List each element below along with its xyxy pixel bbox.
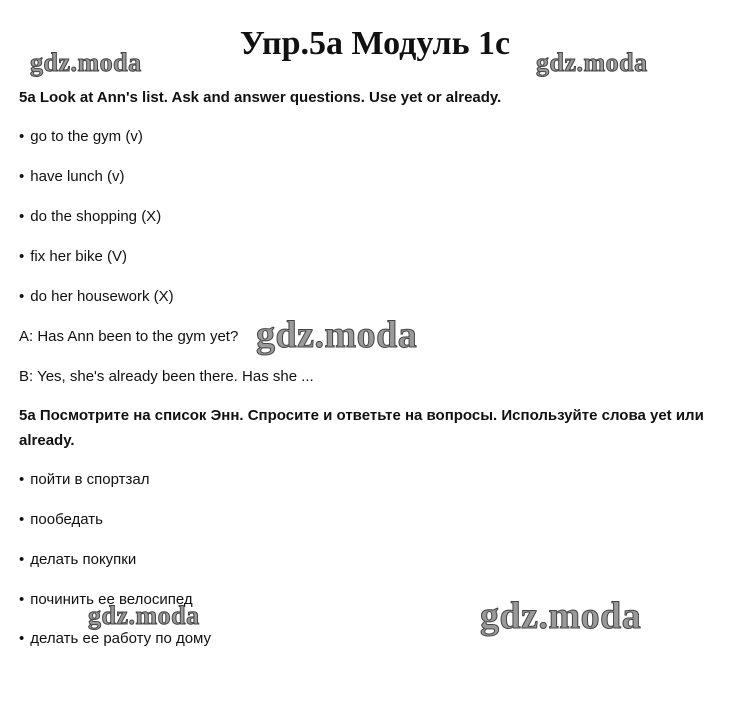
bullet-icon: • [19, 248, 25, 265]
bullet-icon: • [19, 168, 25, 185]
bullet-icon: • [19, 591, 25, 608]
page-title: Упр.5а Модуль 1с [239, 25, 511, 62]
list-item [19, 550, 136, 570]
dialogue-line-b: B: Yes, she's already been there. Has she ... [19, 368, 314, 385]
list-item-text: fix her bike (V) [30, 248, 127, 265]
list-item [19, 207, 161, 227]
list-item-text: do the shopping (X) [30, 208, 162, 225]
list-item [19, 629, 211, 649]
watermark-bottom-right: gdz.moda [480, 595, 642, 637]
list-item-text: go to the gym (v) [30, 128, 143, 145]
dialogue-line-a: A: Has Ann been to the gym yet? [19, 328, 239, 345]
list-item-text: делать ее работу по дому [30, 630, 212, 647]
bullet-icon: • [19, 630, 25, 647]
list-item [19, 247, 127, 267]
list-item-text: do her housework (X) [30, 288, 174, 305]
task-heading-english: 5a Look at Ann's list. Ask and answer questions. Use yet or already. [19, 89, 502, 106]
bullet-icon: • [19, 208, 25, 225]
list-item-text: пойти в спортзал [30, 471, 150, 488]
list-item-text: have lunch (v) [30, 168, 125, 185]
list-item-text: делать покупки [30, 551, 137, 568]
list-item-text: починить ее велосипед [30, 591, 193, 608]
list-item [19, 510, 103, 530]
list-item [19, 287, 174, 307]
bullet-icon: • [19, 551, 25, 568]
bullet-icon: • [19, 471, 25, 488]
list-item [19, 167, 124, 187]
bullet-icon: • [19, 511, 25, 528]
watermark-top-right: gdz.moda [536, 48, 648, 77]
watermark-middle: gdz.moda [256, 314, 418, 356]
list-item [19, 127, 143, 147]
watermark-bottom-left: gdz.moda [88, 601, 200, 630]
watermark-top-left: gdz.moda [30, 48, 142, 77]
list-item-text: пообедать [30, 511, 103, 528]
bullet-icon: • [19, 128, 25, 145]
bullet-icon: • [19, 288, 25, 305]
task-heading-russian: 5a Посмотрите на список Энн. Спросите и ответьте на вопросы. Используйте слова yet или already. [19, 407, 704, 449]
list-item [19, 470, 149, 490]
